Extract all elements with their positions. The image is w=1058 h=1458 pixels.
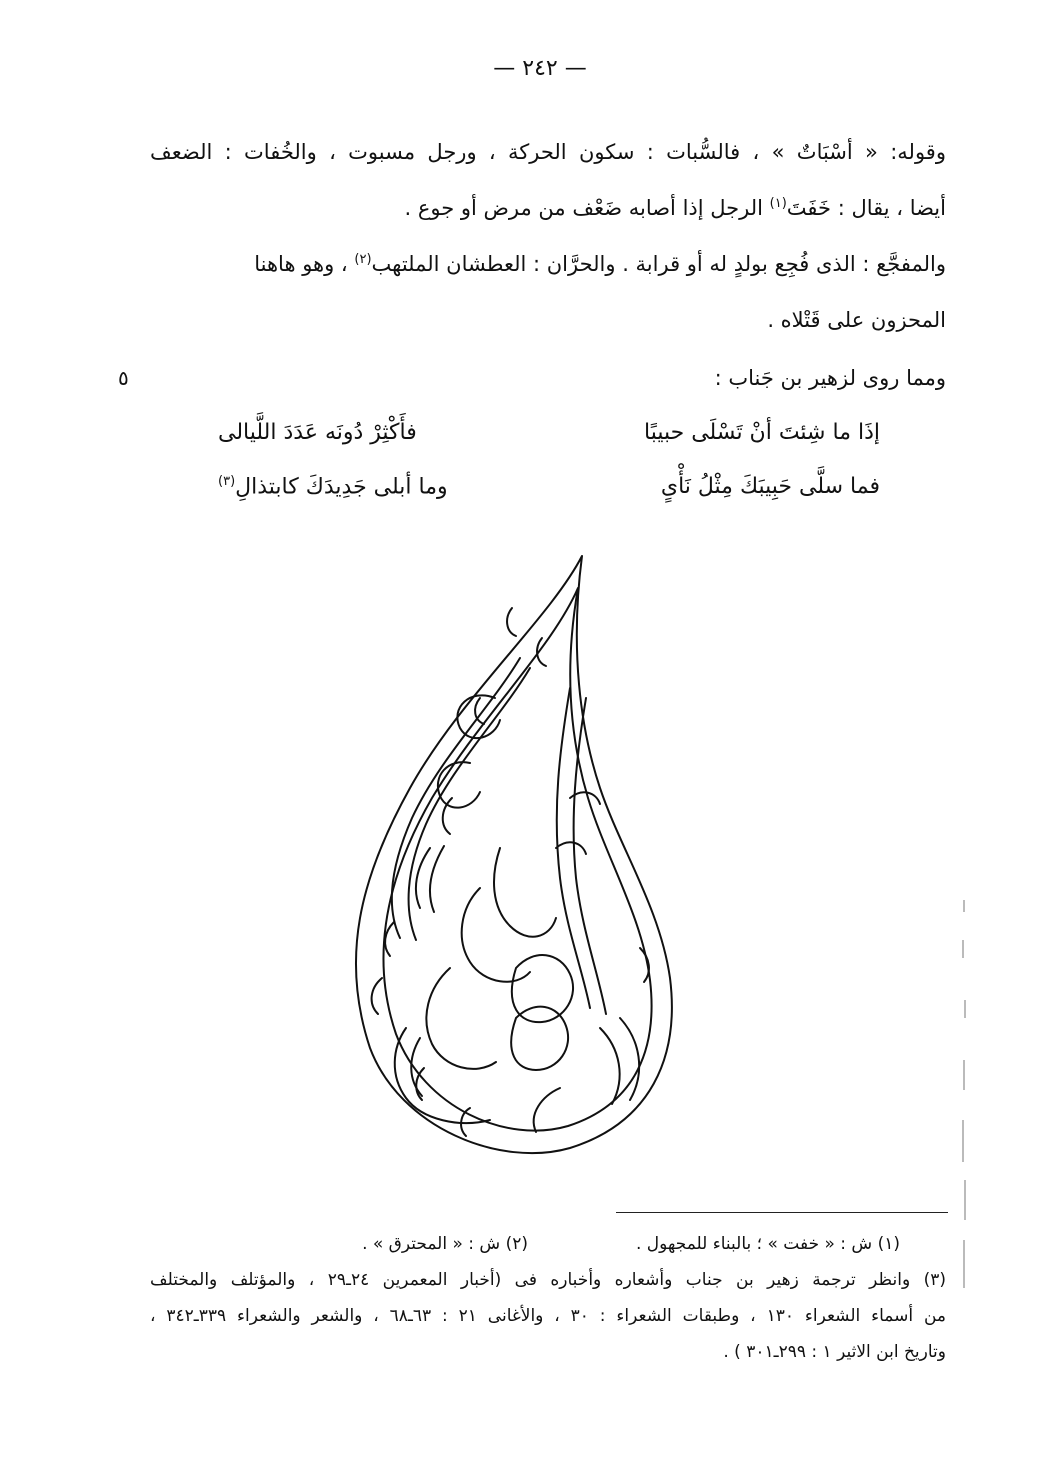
verse-2-second-hemistich: [218, 474, 448, 499]
verse-row-2: [218, 474, 880, 499]
footnote-3-line-1: (٣) وانظر ترجمة زهير بن جناب وأشعاره وأخباره فى (أخبار المعمرين ٢٤ـ٢٩ ، والمؤتلف والمختلف: [150, 1270, 946, 1290]
text-line-3-start: والمفجَّع : الذى فُجِع بولدٍ له أو قرابة . والحرَّان : العطشان الملتهب: [371, 252, 946, 276]
footnote-ref-3: (٣): [218, 474, 236, 489]
footnote-3-line-2: من أسماء الشعراء ١٣٠ ، وطبقات الشعراء : ٣٠ ، والأغانى ٢١ : ٦٣ـ٦٨ ، والشعر والشعراء ٣٣٩ـ٣٤٢ ،: [150, 1306, 946, 1326]
line-number-marker: ٥: [118, 366, 129, 390]
verse-row-1: [218, 420, 880, 445]
text-line-1: وقوله: « أسْبَاتٌ » ، فالسُّبات : سكون الحركة ، ورجل مسبوت ، والخُفات : الضعف: [150, 140, 946, 164]
text-line-5: ومما روى لزهير بن جَناب :: [714, 366, 946, 390]
text-line-4: المحزون على قَتْلاه .: [767, 308, 946, 332]
verse-2-second-text: وما أبلى جَدِيدَكَ كابتذالِ: [235, 474, 448, 500]
calligraphy-teardrop-ornament: [320, 548, 740, 1178]
footnote-2: (٢) ش : « المحترق » .: [362, 1234, 528, 1254]
footnote-ref-2: (٢): [354, 252, 372, 267]
verse-2-first-hemistich: فما سلَّى حَبِيبَكَ مِثْلُ نَأْىٍ: [660, 474, 880, 499]
scan-edge-artifact: [958, 900, 970, 1290]
text-line-2: [405, 196, 947, 220]
page-number: — ٢٤٢ —: [493, 56, 587, 81]
footnote-ref-1: (١): [769, 196, 787, 211]
footnote-3-line-3: وتاريخ ابن الاثير ١ : ٢٩٩ـ٣٠١ ) .: [723, 1342, 946, 1362]
verse-1-second-hemistich: فأَكْثِرْ دُونَه عَدَدَ اللَّيالى: [218, 420, 417, 445]
text-line-3: [150, 252, 946, 276]
text-line-2-start: أيضا ، يقال : خَفَتَ: [786, 196, 946, 220]
footnote-separator: [616, 1212, 948, 1213]
text-line-3-end: ، وهو هاهنا: [254, 252, 355, 276]
verse-1-first-hemistich: إذَا ما شِئتَ أنْ تَسْلَى حبيبًا: [643, 420, 880, 445]
text-line-2-end: الرجل إذا أصابه ضَعْف من مرض أو جوع .: [404, 196, 770, 220]
footnote-1: (١) ش : « خفت » ؛ بالبناء للمجهول .: [635, 1234, 900, 1254]
